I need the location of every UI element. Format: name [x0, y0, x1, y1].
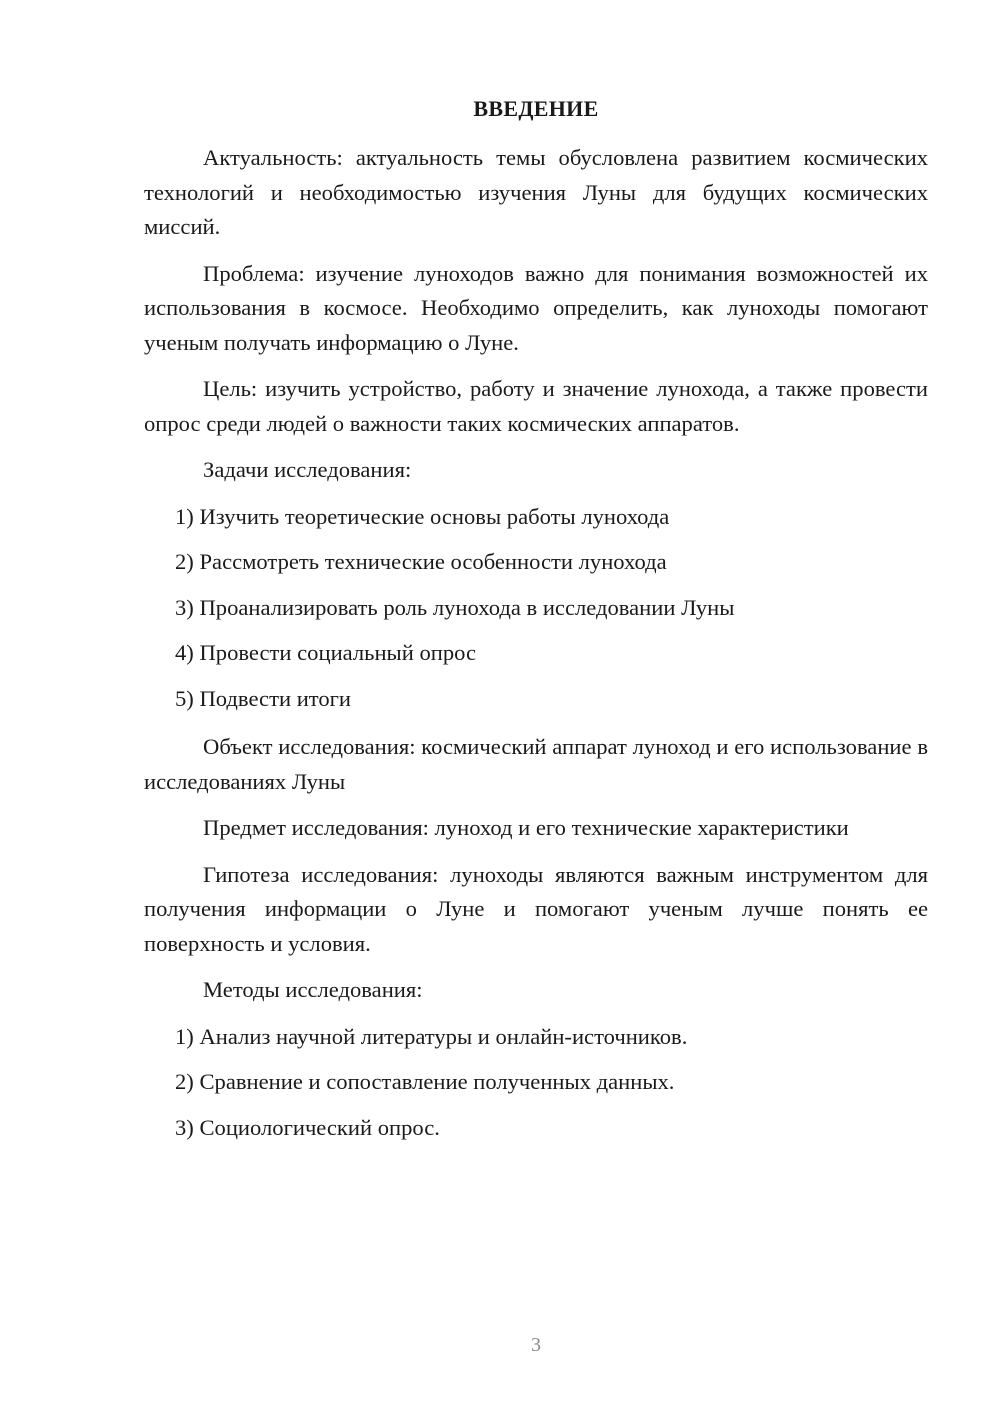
method-item: 2) Сравнение и сопоставление полученных данных. [175, 1069, 675, 1094]
object-paragraph: Объект исследования: космический аппарат луноход и его использование в исследованиях Луны [144, 734, 928, 794]
page-content [144, 141, 928, 1156]
task-item: 4) Провести социальный опрос [175, 640, 477, 665]
task-item: 1) Изучить теоретические основы работы лунохода [175, 503, 670, 529]
hypothesis-paragraph: Гипотеза исследования: луноходы являются важным инструментом для получения информации о Луне и помогают ученым лучше понять ее поверхность и условия. [144, 861, 928, 956]
relevance-paragraph: Актуальность: актуальность темы обусловлена развитием космических технологий и необходимостью изучения Луны для будущих космических миссий. [144, 145, 928, 239]
page-title: ВВЕДЕНИЕ [473, 96, 599, 121]
page-number: 3 [531, 1334, 541, 1356]
method-item: 1) Анализ научной литературы и онлайн-источников. [175, 1023, 688, 1049]
methods-heading: Методы исследования: [203, 977, 423, 1002]
problem-paragraph: Проблема: изучение луноходов важно для понимания возможностей их использования в космосе. Необходимо определить, как луноходы помогают ученым получать информацию о Луне. [144, 260, 928, 355]
task-item: 3) Проанализировать роль лунохода в исследовании Луны [175, 594, 735, 620]
task-item: 5) Подвести итоги [175, 685, 352, 711]
goal-paragraph: Цель: изучить устройство, работу и значение лунохода, а также провести опрос среди людей о важности таких космических аппаратов. [144, 376, 928, 436]
method-item: 3) Социологический опрос. [175, 1114, 440, 1140]
task-item: 2) Рассмотреть технические особенности лунохода [175, 549, 667, 574]
subject-paragraph: Предмет исследования: луноход и его технические характеристики [203, 815, 849, 840]
tasks-heading: Задачи исследования: [203, 457, 412, 482]
